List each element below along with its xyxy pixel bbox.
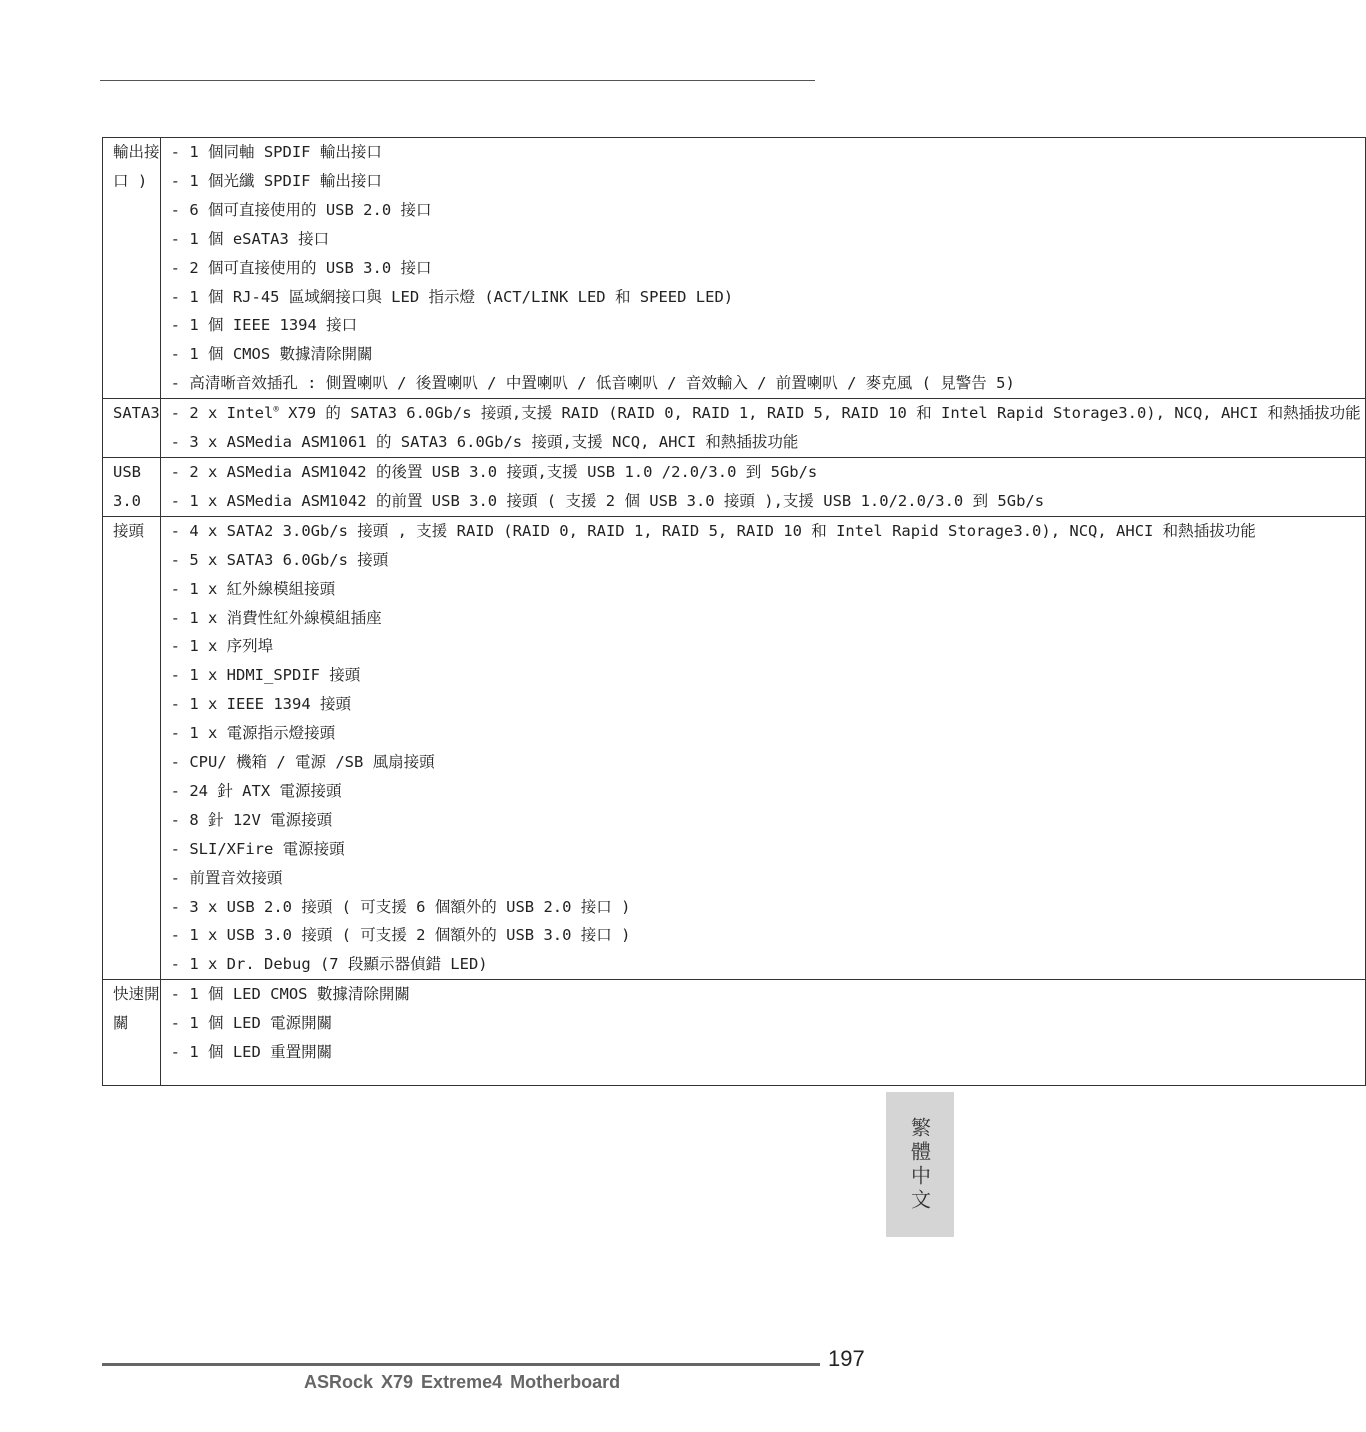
list-item: - 1 個 LED 重置開關 (170, 1043, 333, 1062)
row-label: USB 3.0 (103, 457, 161, 516)
spec-table (102, 137, 1366, 1086)
list-item: - 24 針 ATX 電源接頭 (170, 781, 342, 800)
list-item: - SLI/XFire 電源接頭 (170, 839, 345, 858)
table-row (103, 399, 1366, 458)
top-rule (100, 80, 815, 81)
list-item: - 1 x Dr. Debug (7 段顯示器偵錯 LED) (170, 955, 488, 974)
list-item: - 1 x 紅外線模組接頭 (170, 579, 336, 598)
list-item: - CPU/ 機箱 / 電源 /SB 風扇接頭 (170, 753, 435, 772)
list-item: - 3 x USB 2.0 接頭 ( 可支援 6 個額外的 USB 2.0 接口 ) (170, 897, 631, 916)
table-row (103, 516, 1366, 980)
language-label: 繁體中文 (907, 1116, 932, 1213)
list-item: - 1 個 CMOS 數據清除開關 (170, 345, 373, 364)
footer-title: ASRock X79 Extreme4 Motherboard (304, 1372, 621, 1392)
list-item (171, 399, 1361, 428)
list-item: - 1 個 LED 電源開關 (170, 1014, 333, 1033)
list-item: - 1 個 IEEE 1394 接口 (170, 316, 358, 335)
list-item: - 1 個同軸 SPDIF 輸出接口 (170, 143, 382, 161)
list-item: - 1 x ASMedia ASM1042 的前置 USB 3.0 接頭 ( 支援 2 個 USB 3.0 接頭 ),支援 USB 1.0/2.0/3.0 到 5Gb/s (170, 491, 1045, 510)
row-items (160, 980, 1365, 1086)
list-item: - 1 x HDMI_SPDIF 接頭 (170, 666, 361, 685)
intel-item-rest: X79 的 SATA3 6.0Gb/s 接頭,支援 RAID (RAID 0, RAID 1, RAID 5, RAID 10 和 Intel Rapid Storage3.0), NCQ, AHCI 和熱插拔功能 (278, 404, 1361, 423)
bottom-rule (102, 1363, 820, 1366)
list-item: - 2 x ASMedia ASM1042 的後置 USB 3.0 接頭,支援 USB 1.0 /2.0/3.0 到 5Gb/s (170, 462, 818, 481)
list-item: - 1 x 電源指示燈接頭 (170, 724, 336, 743)
row-label: 快速開關 (103, 980, 161, 1086)
list-item: - 1 x IEEE 1394 接頭 (170, 695, 351, 714)
row-items (160, 457, 1365, 516)
list-item: - 1 x 序列埠 (170, 637, 274, 656)
list-item: - 1 個 LED CMOS 數據清除開關 (170, 985, 410, 1004)
page-number: 197 (828, 1346, 865, 1371)
row-label: 輸出接口 ) (103, 138, 161, 399)
list-item: - 8 針 12V 電源接頭 (170, 810, 333, 829)
list-item: - 1 個 eSATA3 接口 (170, 229, 330, 248)
table-row (103, 457, 1366, 516)
list-item: - 前置音效接頭 (170, 868, 283, 887)
row-label: 接頭 (103, 516, 161, 980)
list-item: - 1 個光纖 SPDIF 輸出接口 (170, 171, 382, 190)
table-row (103, 980, 1366, 1086)
list-item: - 2 個可直接使用的 USB 3.0 接口 (170, 258, 432, 277)
list-item: - 1 x USB 3.0 接頭 ( 可支援 2 個額外的 USB 3.0 接口 ) (170, 926, 631, 945)
row-label: SATA3 (103, 399, 161, 458)
row-items (160, 516, 1365, 980)
cell-padding (171, 1067, 1361, 1085)
list-item: - 3 x ASMedia ASM1061 的 SATA3 6.0Gb/s 接頭,支援 NCQ, AHCI 和熱插拔功能 (170, 433, 799, 452)
table-row (103, 138, 1366, 399)
list-item: - 1 個 RJ-45 區域網接口與 LED 指示燈 (ACT/LINK LED 和 SPEED LED) (170, 287, 734, 306)
list-item: - 1 x 消費性紅外線模組插座 (170, 608, 382, 627)
registered-mark: ® (273, 405, 279, 416)
language-side-tab (886, 1092, 954, 1237)
list-item: - 5 x SATA3 6.0Gb/s 接頭 (170, 550, 389, 569)
intel-item-start: - 2 x Intel (170, 404, 274, 423)
list-item: - 高清晰音效插孔 : 側置喇叭 / 後置喇叭 / 中置喇叭 / 低音喇叭 / 音效輸入 / 前置喇叭 / 麥克風 ( 見警告 5) (170, 374, 1015, 393)
list-item: - 4 x SATA2 3.0Gb/s 接頭 , 支援 RAID (RAID 0, RAID 1, RAID 5, RAID 10 和 Intel Rapid Storage3.0), NCQ, AHCI 和熱插拔功能 (170, 521, 1256, 540)
row-items (160, 399, 1365, 458)
row-items (160, 138, 1365, 399)
list-item: - 6 個可直接使用的 USB 2.0 接口 (170, 200, 432, 219)
